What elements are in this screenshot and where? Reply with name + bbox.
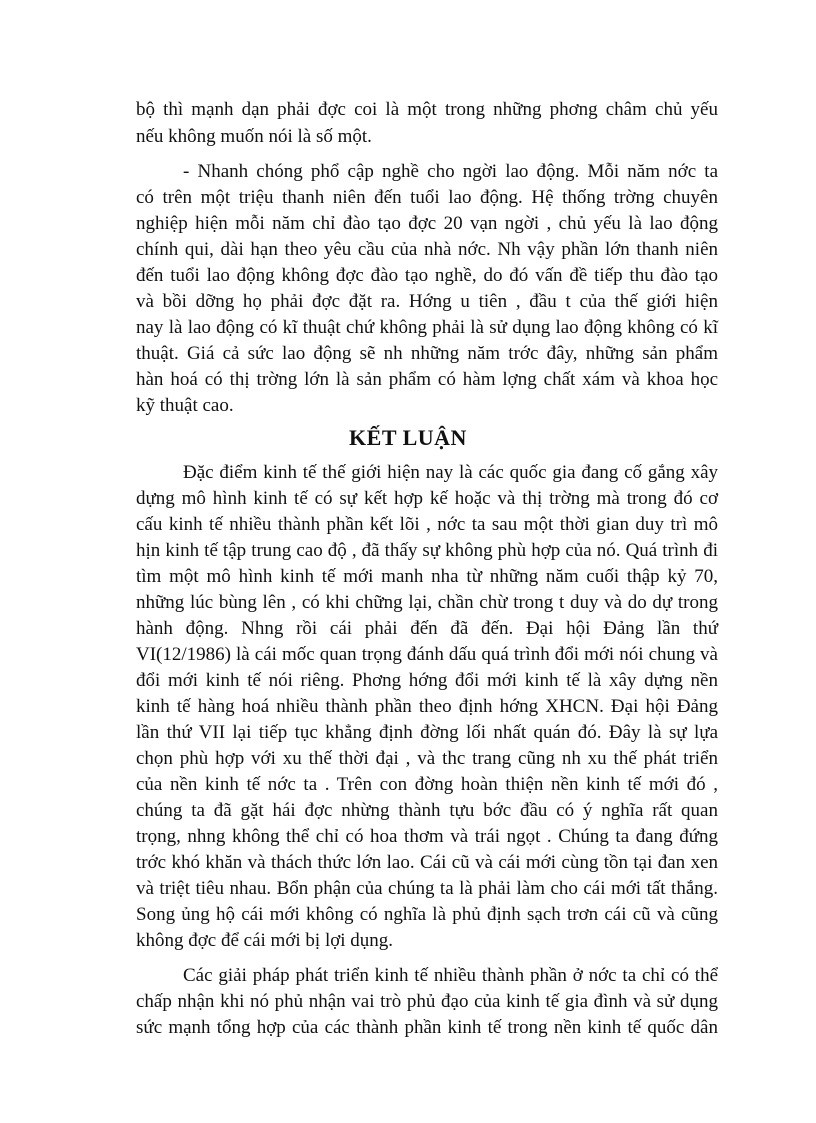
paragraph-line: trọng, nhng không thể chỉ có hoa thơm và trái ngọt . Chúng ta đang đứng	[136, 826, 718, 847]
paragraph-line: lần thứ VII lại tiếp tục khẳng định đờng lối nhất quán đó. Đây là sự lựa	[136, 722, 718, 743]
paragraph-line: và bồi dỡng họ phải đợc đặt ra. Hớng u tiên , đầu t của thế giới hiện	[136, 291, 718, 312]
paragraph-line: bộ thì mạnh dạn phải đợc coi là một trong những phơng châm chủ yếu	[136, 99, 718, 120]
paragraph-line: hành động. Nhng rồi cái phải đến đã đến. Đại hội Đảng lần thứ	[136, 618, 718, 639]
paragraph-line: có trên một triệu thanh niên đến tuổi lao động. Hệ thống trờng chuyên	[136, 187, 718, 208]
paragraph-line: nay là lao động có kĩ thuật chứ không phải là sử dụng lao động không có kĩ	[136, 317, 718, 338]
paragraph-line: và triệt tiêu nhau. Bổn phận của chúng ta là phải làm cho cái mới tất thắng.	[136, 878, 718, 899]
paragraph-line: chấp nhận khi nó phủ nhận vai trò phủ đạo của kinh tế gia đình và sử dụng	[136, 991, 718, 1012]
paragraph-line: Đặc điểm kinh tế thế giới hiện nay là các quốc gia đang cố gắng xây	[183, 462, 718, 483]
paragraph-line: kỹ thuật cao.	[136, 395, 234, 416]
paragraph-line: trớc khó khăn và thách thức lớn lao. Cái cũ và cái mới cùng tồn tại đan xen	[136, 852, 718, 873]
paragraph-line: thuật. Giá cả sức lao động sẽ nh những năm trớc đây, những sản phẩm	[136, 343, 718, 364]
paragraph-line: của nền kinh tế nớc ta . Trên con đờng hoàn thiện nền kinh tế mới đó ,	[136, 774, 718, 795]
paragraph-line: VI(12/1986) là cái mốc quan trọng đánh dấu quá trình đổi mới nói chung và	[136, 644, 718, 665]
paragraph-line: tìm một mô hình kinh tế mới manh nha từ những năm cuối thập kỷ 70,	[136, 566, 718, 587]
paragraph-line: cấu kinh tế nhiều thành phần kết lõi , nớc ta sau một thời gian duy trì mô	[136, 514, 718, 535]
paragraph-line: Song ủng hộ cái mới không có nghĩa là phủ định sạch trơn cái cũ và cũng	[136, 904, 718, 925]
paragraph-line: Các giải pháp phát triển kinh tế nhiều thành phần ở nớc ta chỉ có thể	[183, 965, 718, 986]
paragraph-line: đến tuổi lao động không đợc đào tạo nghề, do đó vấn đề tiếp thu đào tạo	[136, 265, 718, 286]
paragraph-line: không đợc để cái mới bị lợi dụng.	[136, 930, 394, 951]
paragraph-line: chọn phù hợp với xu thế thời đại , và thc trang cũng nh xu thế phát triển	[136, 748, 718, 769]
paragraph-line: đổi mới kinh tế nói riêng. Phơng hớng đổi mới kinh tế là xây dựng nền	[136, 670, 718, 691]
paragraph-line: dựng mô hình kinh tế có sự kết hợp kế hoặc và thị trờng mà trong đó cơ	[136, 488, 718, 509]
paragraph-line: hàn hoá có thị trờng lớn là sản phẩm có hàm lợng chất xám và khoa học	[136, 369, 718, 390]
paragraph-line: chính qui, dài hạn theo yêu cầu của nhà nớc. Nh vậy phần lớn thanh niên	[136, 239, 718, 260]
paragraph-line: nghiệp hiện mỗi năm chỉ đào tạo đợc 20 vạn ngời , chủ yếu là lao động	[136, 213, 718, 234]
paragraph-line: chúng ta đã gặt hái đợc nhừng thành tựu bớc đầu có ý nghĩa rất quan	[136, 800, 718, 821]
paragraph-line: hịn kinh tế tập trung cao độ , đã thấy sự không phù hợp của nó. Quá trình đi	[136, 540, 718, 561]
paragraph-line: nếu không muốn nói là số một.	[136, 126, 372, 147]
paragraph-line: những lúc bùng lên , có khi chững lại, chần chừ trong t duy và do dự trong	[136, 592, 718, 613]
paragraph-line: sức mạnh tổng hợp của các thành phần kinh tế trong nền kinh tế quốc dân	[136, 1017, 718, 1038]
paragraph-line: - Nhanh chóng phổ cập nghề cho ngời lao động. Mỗi năm nớc ta	[183, 161, 718, 182]
paragraph-line: kinh tế hàng hoá nhiều thành phần theo định hớng XHCN. Đại hội Đảng	[136, 696, 718, 717]
section-heading: KẾT LUẬN	[349, 425, 467, 450]
